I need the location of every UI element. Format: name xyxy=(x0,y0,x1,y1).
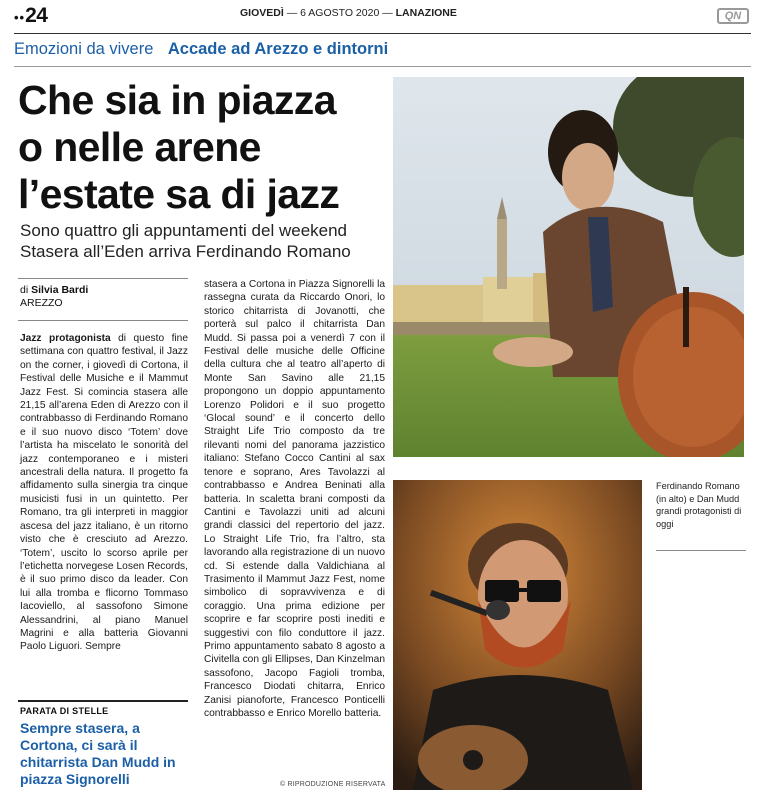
page-number-value: 24 xyxy=(25,4,48,27)
dateline-day: GIOVEDÌ xyxy=(240,7,284,19)
article-column-1 xyxy=(20,332,188,654)
article-column-1-text: di questo fine settimana con quattro festival, il Jazz on the corner, i giovedì di Cortona, il Festival delle Musiche e il Mammut Jazz Fest. Si comincia stasera alle 21,15 all’arena Eden di Arezzo con il contrabbasso di Ferdinando Romano e il suo nuovo disco ‘Totem’ dove l’artista ha miscelato le sonorità del jazz contemporaneo e i misteri ancestrali della natura. Il progetto fa affidamento sulla sinergia tra cinque musicisti fusi in un quintetto. Per Romano, tra gli interpreti in maggior ascesa del jazz italiano, è un ritorno visto che è cresciuto ad Arezzo. ‘Totem’, uscito lo scorso aprile per l’etichetta norvegese Losen Records, è il suo primo disco da leader. Con lui alla tromba e flicorno Tommaso Iacoviello, al sassofono Simone Alessandrini, al piano Manuel Magrini e alla batteria Giovanni Paolo Liguori. Sempre xyxy=(20,333,188,653)
sidebar-title: Sempre stasera, a Cortona, ci sarà il chitarrista Dan Mudd in piazza Signorelli xyxy=(20,720,176,787)
caption-divider xyxy=(656,550,746,551)
section-subsection: Accade ad Arezzo e dintorni xyxy=(167,40,389,58)
dateline-dash: — xyxy=(382,7,396,19)
photo-dan-mudd xyxy=(393,480,642,790)
headline-line: Che sia in piazza xyxy=(18,77,336,123)
byline-divider-top xyxy=(18,278,188,279)
section-divider xyxy=(14,66,751,67)
byline-prefix: di xyxy=(20,284,29,296)
author-name: Silvia Bardi xyxy=(31,284,89,296)
photo-ferdinando-romano-illustration xyxy=(393,77,744,457)
newspaper-name: LANAZIONE xyxy=(395,7,457,19)
headline-line: l’estate sa di jazz xyxy=(18,171,340,217)
section-name: Emozioni da vivere xyxy=(14,40,154,58)
article-column-2-text: stasera a Cortona in Piazza Signorelli la rassegna curata da Riccardo Onori, lo storico chitarrista di Jovanotti, che porterà sul palco il chitarrista Dan Mudd. Si passa poi a venerdì 7 con il Festival delle musiche delle Officine della cultura che al teatro all’aperto di Monte San Savino alle 21,15 propongono un doppio appuntamento Lorenzo Polidori e il suo progetto ‘Glocal sound’ e il concerto dello Straight Life Trio composto da tre rilevanti nomi del panorama jazzistico italiano: Stefano Cocco Cantini al sax tenore e soprano, Ares Tavolazzi al contrabbasso e Andrea Beninati alla batteria. In scaletta brani composti da Cantini e Tavolazzi uniti ad alcuni grandi classici del repertorio del jazz. Lo Straight Life Trio, fra l’altro, sta lavorando alla registrazione di un nuovo cd. Si estende dalla Valdichiana al Trasimento il Mammut Jazz Fest, nome simbolico di sopravvivenza e di coraggio. Una prima edizione per scoprire e far scoprire posti inediti e suggestivi con filo conduttore il jazz. Primo appuntamento sabato 8 agosto a Civitella con gli Ellipses, Dan Kinzelman sassofono, Jacopo Fagioli tromba, Francesco Diodati chitarra, Enrico Zanisi pianoforte, Francesco Ponticelli contrabbasso e Enrico Morello batteria. xyxy=(204,279,385,719)
photo-ferdinando-romano xyxy=(393,77,744,457)
page-number-dots: •• xyxy=(14,10,26,25)
byline-author-line xyxy=(20,284,88,297)
header-divider xyxy=(14,33,751,34)
byline-location: AREZZO xyxy=(20,297,63,309)
dateline-dash: — xyxy=(286,7,301,19)
article-column-2 xyxy=(204,278,385,720)
dateline-date: 6 AGOSTO 2020 xyxy=(300,7,380,19)
section-bar xyxy=(14,40,388,62)
photo-caption: Ferdinando Romano (in alto) e Dan Mudd grandi protagonisti di oggi xyxy=(656,481,742,529)
byline-divider-bottom xyxy=(18,320,188,321)
photo-dan-mudd-illustration xyxy=(393,480,642,790)
sidebar-label: PARATA DI STELLE xyxy=(20,706,109,716)
sidebar-divider xyxy=(18,700,188,702)
dateline xyxy=(240,7,457,19)
qn-logo: QN xyxy=(717,8,749,24)
page-number xyxy=(14,4,47,28)
page-header xyxy=(0,0,759,30)
headline-line: o nelle arene xyxy=(18,124,261,170)
headline xyxy=(18,77,388,218)
reproduction-notice: © RIPRODUZIONE RISERVATA xyxy=(280,781,386,788)
byline xyxy=(20,284,88,310)
article-lead: Jazz protagonista xyxy=(20,333,111,344)
subheadline xyxy=(20,220,390,262)
subheadline-line: Stasera all’Eden arriva Ferdinando Romano xyxy=(20,242,351,261)
subheadline-line: Sono quattro gli appuntamenti del weekend xyxy=(20,221,348,240)
